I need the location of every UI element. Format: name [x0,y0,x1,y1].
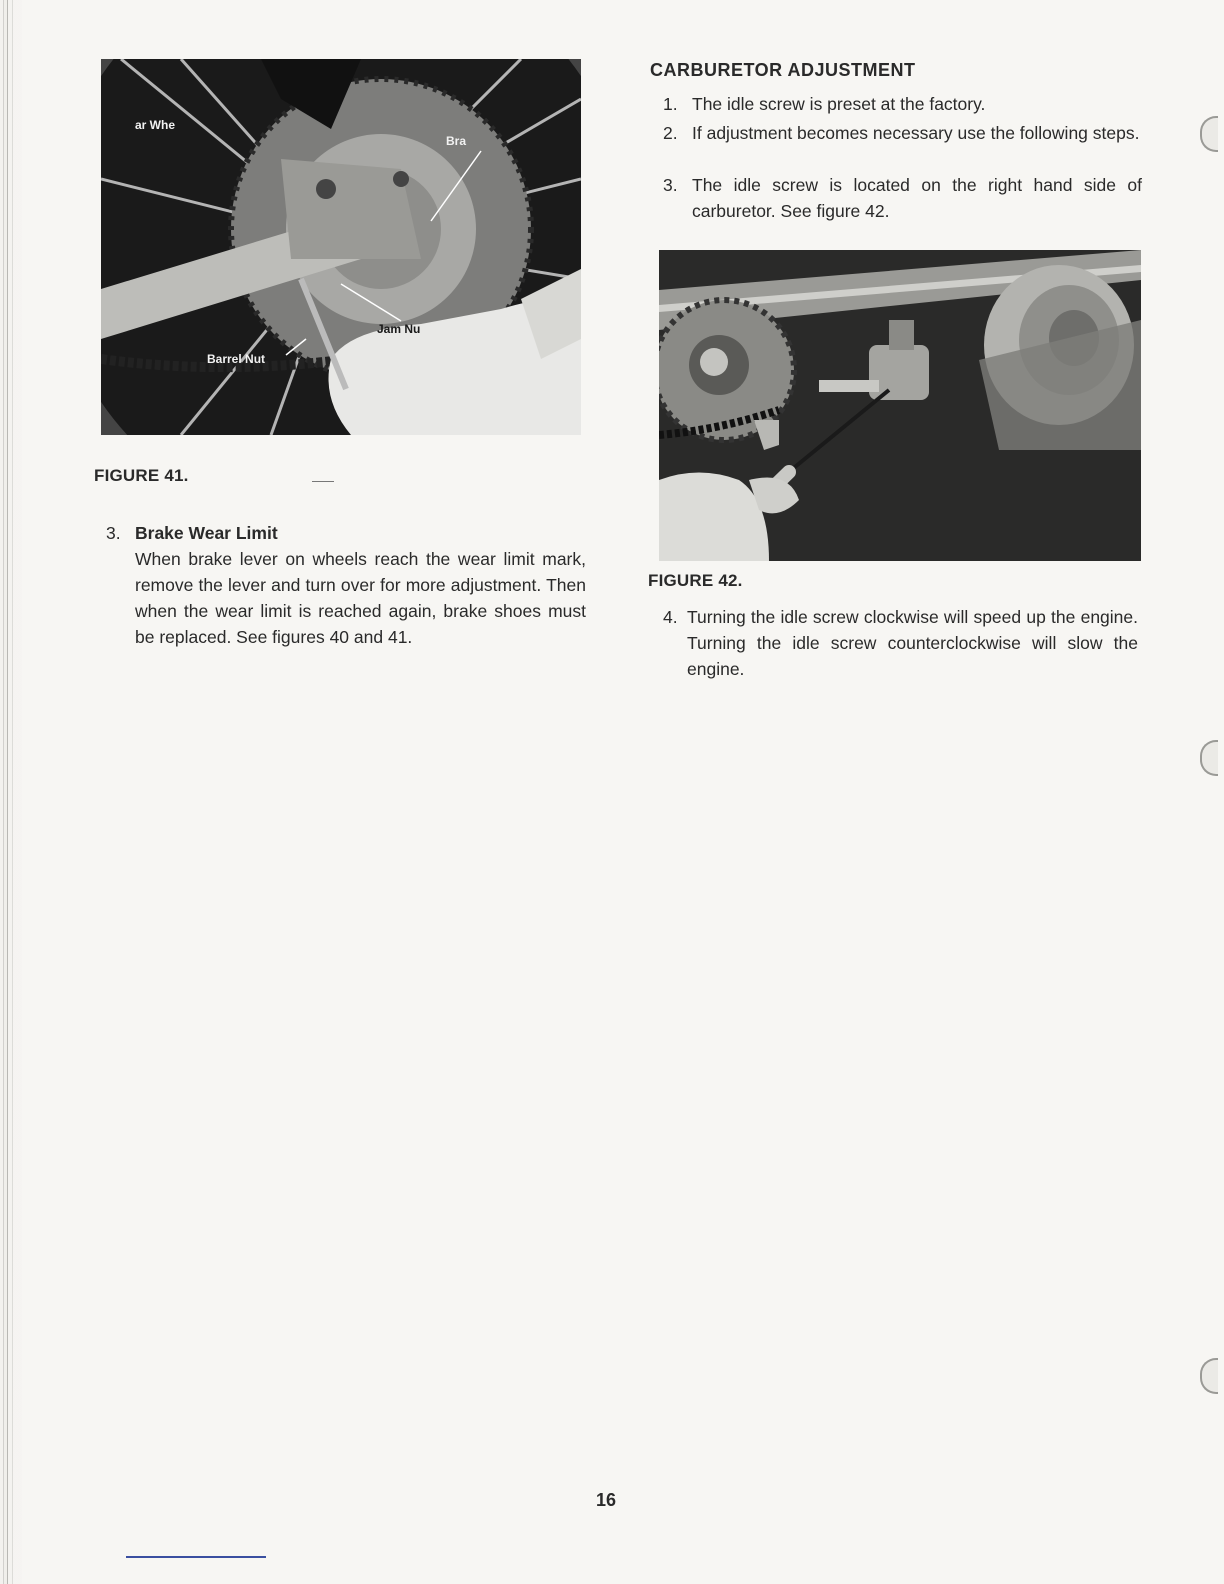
carburetor-step-3 [663,172,1142,224]
punch-hole [1200,1358,1218,1394]
figure-42-caption: FIGURE 42. [648,571,743,590]
label-rear-wheel: ar Whe [135,118,176,132]
brake-wear-limit-body: When brake lever on wheels reach the wear limit mark, remove the lever and turn over for more adjustment. Then when the wear limit is reached again, brake shoes must be replaced. See figures 40 and 41. [135,549,586,647]
punch-hole [1200,740,1218,776]
figure-41-photo [101,59,581,435]
step-number: 4. [663,607,678,627]
label-jam-nut: Jam Nu [377,322,421,336]
brake-wear-limit-item [106,520,586,650]
label-brake: Bra [446,134,467,148]
item-number: 3. [106,523,121,543]
step-number: 3. [663,175,678,195]
label-barrel-nut: Barrel Nut [207,352,266,366]
step-text: The idle screw is preset at the factory. [692,94,986,114]
brake-wear-limit-title: Brake Wear Limit [135,523,278,543]
bottom-rule [126,1556,266,1558]
binding-edge [0,0,22,1584]
page-number: 16 [596,1490,617,1510]
punch-hole [1200,116,1218,152]
figure-41-caption: FIGURE 41. [94,466,189,485]
figure-42-photo [659,250,1141,561]
step-number: 2. [663,123,678,143]
step-text: Turning the idle screw clockwise will speed up the engine. Turning the idle screw counterclockwise will slow the engine. [687,607,1138,679]
carburetor-step-2 [663,120,1142,146]
step-number: 1. [663,94,678,114]
step-text: If adjustment becomes necessary use the following steps. [692,123,1140,143]
step-text: The idle screw is located on the right hand side of carburetor. See figure 42. [692,175,1142,221]
carburetor-step-1 [663,91,1142,117]
divider [312,481,334,482]
carburetor-step-4 [663,604,1138,682]
carburetor-heading: CARBURETOR ADJUSTMENT [650,60,916,80]
